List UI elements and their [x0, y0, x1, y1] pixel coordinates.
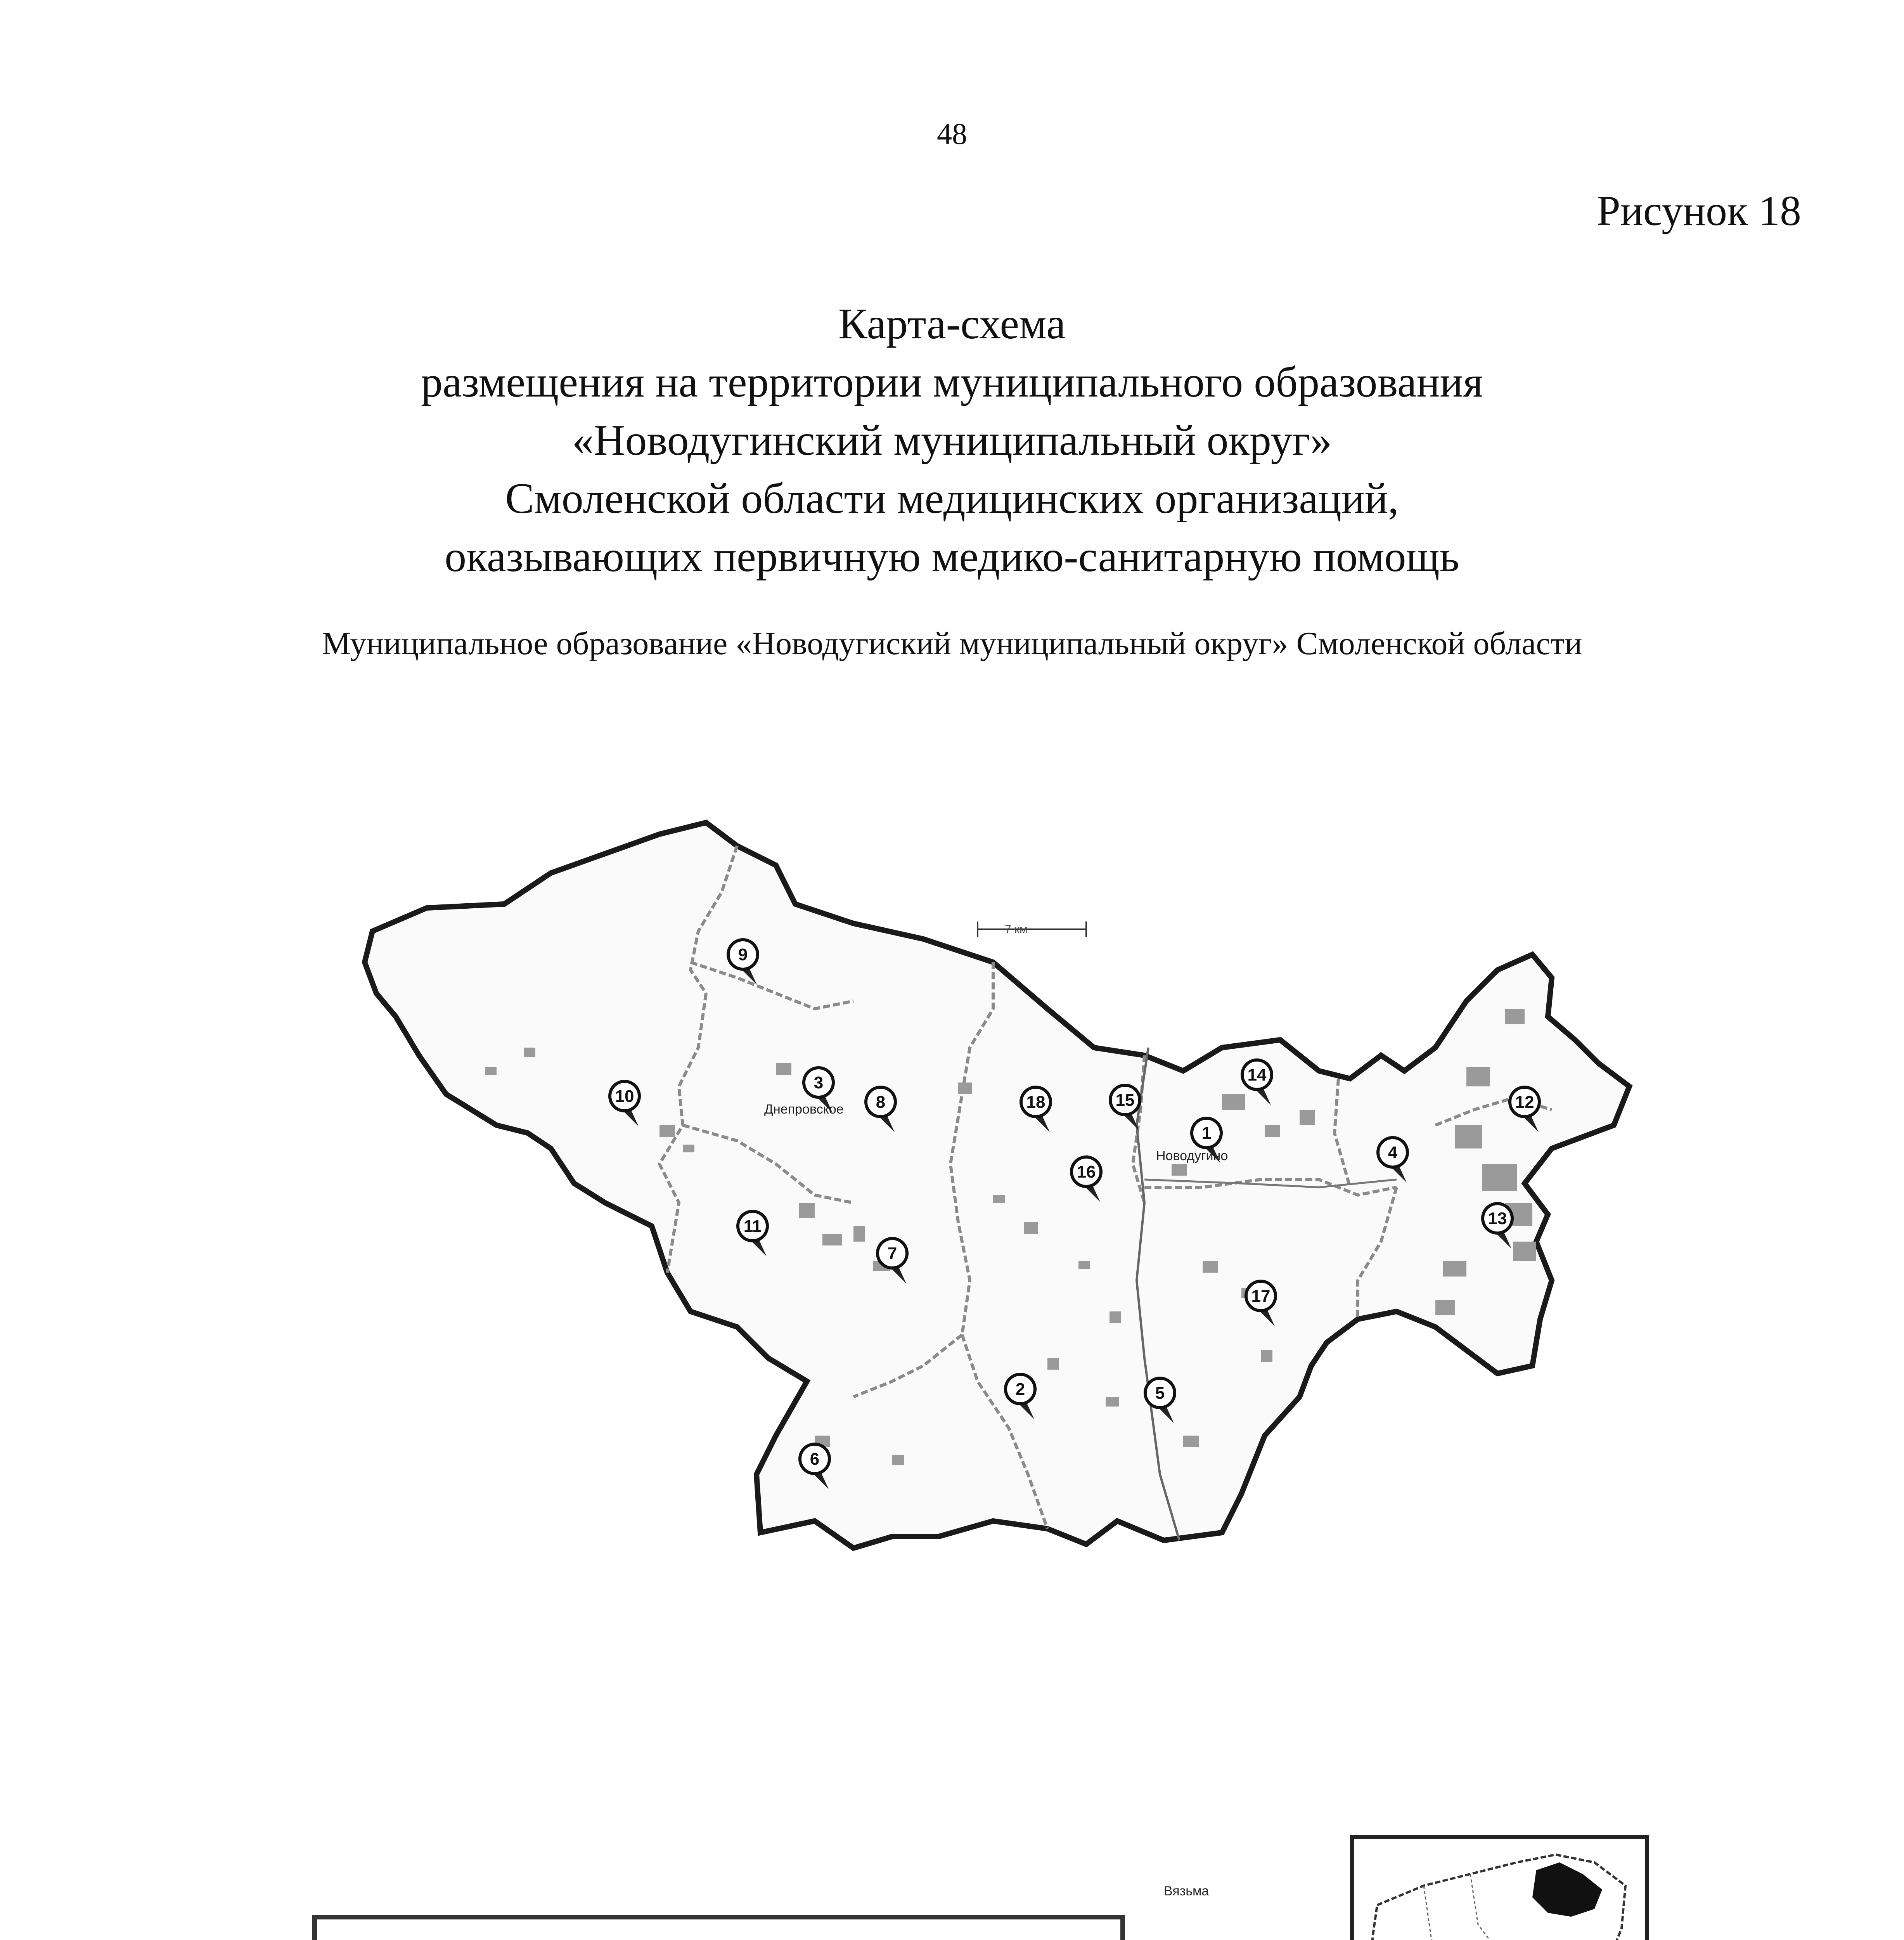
smolensk-oblast-outline [1354, 1839, 1645, 1940]
town-label-vyazma: Вязьма [1164, 1884, 1209, 1898]
marker-number: 16 [1077, 1162, 1096, 1181]
title-line: оказывающих первичную медико-санитарную помощь [445, 533, 1459, 581]
marker-number: 2 [1015, 1380, 1025, 1399]
town-label-novodugino: Новодугино [1156, 1148, 1228, 1163]
title-line: размещения на территории муниципального образования [421, 358, 1483, 406]
marker-number: 10 [615, 1087, 634, 1106]
scale-label: 7 км [1005, 923, 1028, 936]
marker-number: 12 [1515, 1093, 1534, 1112]
marker-number: 11 [743, 1217, 762, 1236]
figure-label: Рисунок 18 [1596, 187, 1801, 234]
marker-number: 8 [876, 1093, 886, 1112]
marker-number: 3 [814, 1073, 824, 1092]
marker-number: 17 [1251, 1287, 1270, 1306]
marker-number: 6 [810, 1450, 820, 1469]
marker-number: 4 [1388, 1143, 1398, 1162]
scale-bar [978, 922, 1086, 937]
marker-number: 5 [1155, 1384, 1165, 1403]
marker-number: 9 [738, 945, 748, 964]
region-locator-inset [1350, 1835, 1649, 1940]
page-number: 48 [937, 117, 967, 151]
statistics-table [312, 1915, 1125, 1940]
town-label-dneprovskoe: Днепровское [764, 1102, 844, 1117]
marker-number: 15 [1115, 1091, 1135, 1110]
title-line: Смоленской области медицинских организаций, [505, 475, 1399, 523]
marker-number: 7 [887, 1244, 897, 1263]
marker-number: 14 [1247, 1065, 1267, 1084]
title-line: Карта-схема [838, 300, 1066, 348]
district-boundary [365, 823, 1629, 1548]
oblast-district-lines [1389, 1874, 1556, 1940]
marker-number: 1 [1201, 1124, 1212, 1143]
marker-number: 18 [1026, 1093, 1045, 1112]
marker-number: 13 [1488, 1209, 1507, 1228]
map-subtitle: Муниципальное образование «Новодугиский муниципальный округ» Смоленской области [322, 625, 1582, 662]
title-line: «Новодугинский муниципальный округ» [572, 416, 1332, 464]
novodugino-district-highlight [1532, 1862, 1602, 1917]
